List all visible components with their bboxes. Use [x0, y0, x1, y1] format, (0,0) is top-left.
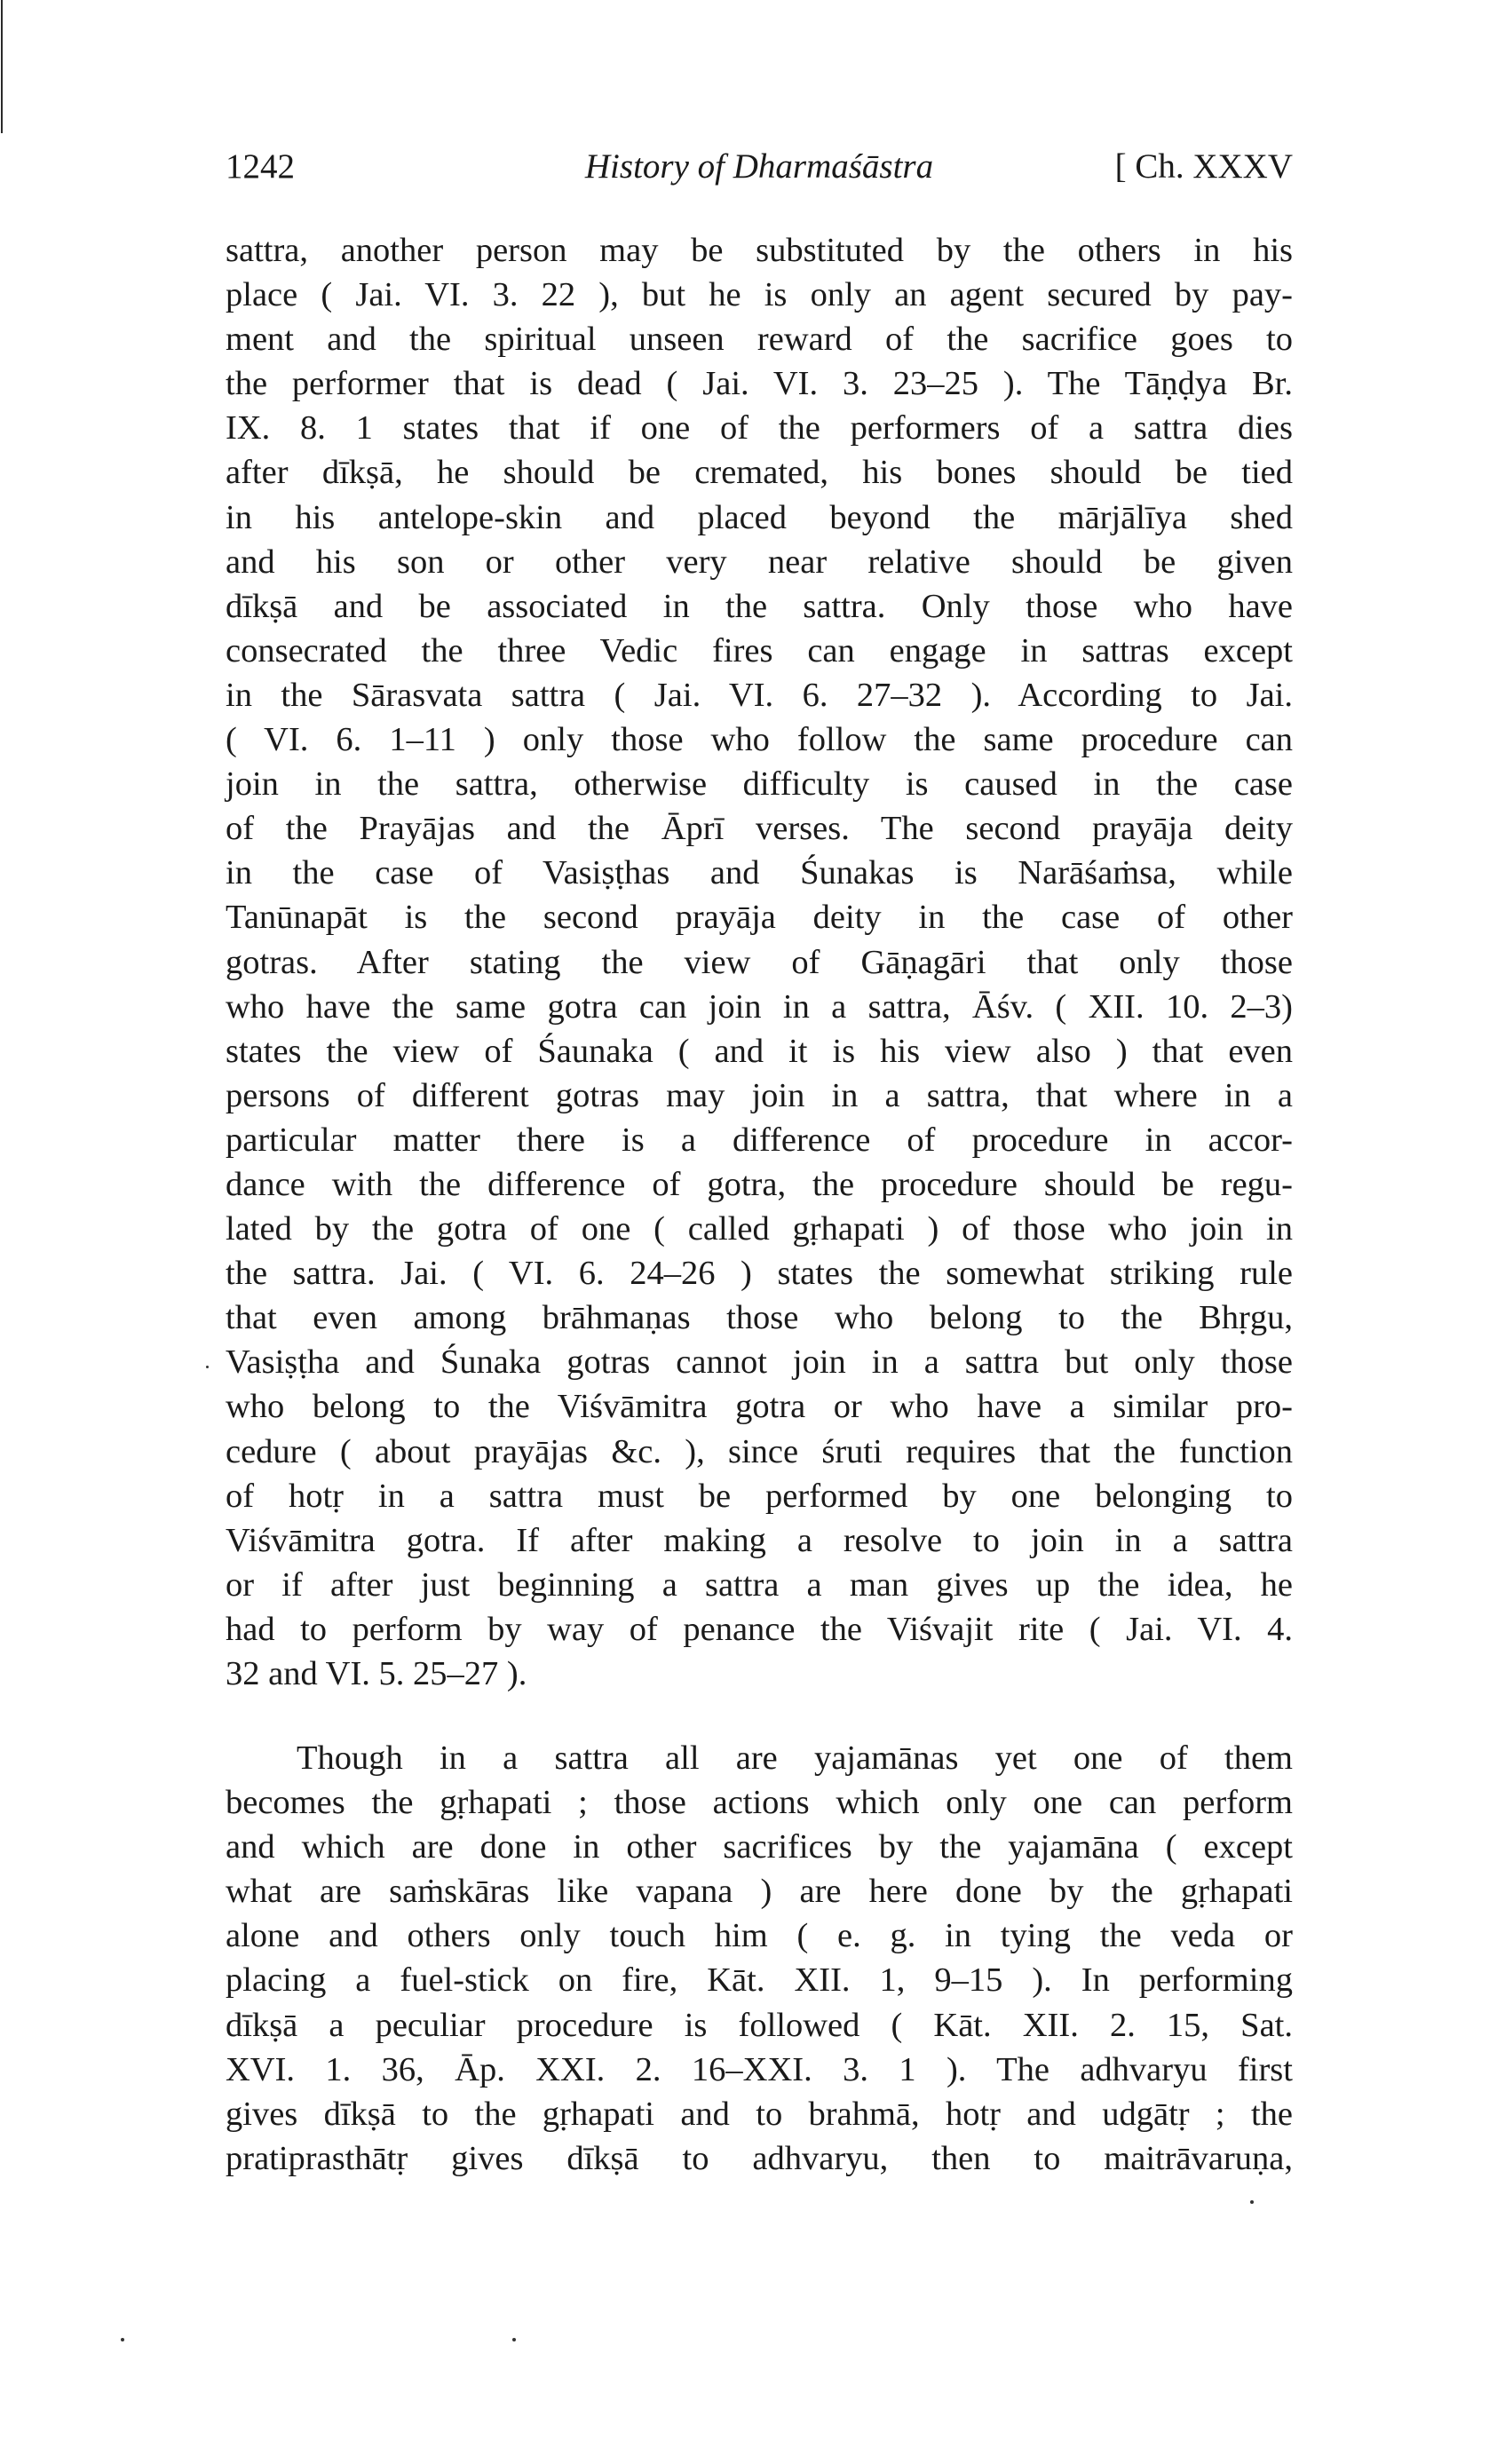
text-line: who belong to the Viśvāmitra gotra or who have a similar pro-	[226, 1388, 1293, 1426]
text-line: who have the same gotra can join in a sattra, Āśv. ( XII. 10. 2–3)	[226, 987, 1293, 1026]
text-line: pratiprasthātṛ gives dīkṣā to adhvaryu, then to maitrāvaruṇa,	[226, 2139, 1293, 2177]
text-line: dīkṣā a peculiar procedure is followed ( Kāt. XII. 2. 15, Sat.	[226, 2006, 1293, 2044]
text-line: states the view of Śaunaka ( and it is his view also ) that even	[226, 1032, 1293, 1070]
text-line: the sattra. Jai. ( VI. 6. 24–26 ) states the somewhat striking rule	[226, 1255, 1293, 1293]
text-line: Viśvāmitra gotra. If after making a resolve to join in a sattra	[226, 1521, 1293, 1559]
text-line: after dīkṣā, he should be cremated, his bones should be tied	[226, 454, 1293, 492]
chapter-reference: [ Ch. XXXV	[1114, 147, 1293, 186]
scan-speck	[512, 2338, 516, 2341]
text-line: or if after just beginning a sattra a man gives up the idea, he	[226, 1565, 1293, 1604]
text-line: ( VI. 6. 1–11 ) only those who follow the same procedure can	[226, 721, 1293, 759]
text-line: gotras. After stating the view of Gāṇagāri that only those	[226, 943, 1293, 981]
text-line: what are saṁskāras like vapana ) are here done by the gṛhapati	[226, 1873, 1293, 1911]
text-line: of the Prayājas and the Āprī verses. The second prayāja deity	[226, 810, 1293, 848]
text-line: Vasiṣṭha and Śunaka gotras cannot join in a sattra but only those	[226, 1343, 1293, 1382]
text-line: ment and the spiritual unseen reward of the sacrifice goes to	[226, 321, 1293, 359]
text-line: XVI. 1. 36, Āp. XXI. 2. 16–XXI. 3. 1 ). The adhvaryu first	[226, 2050, 1293, 2088]
text-line: place ( Jai. VI. 3. 22 ), but he is only an agent secured by pay-	[226, 276, 1293, 314]
scan-edge-line	[1, 0, 3, 133]
text-line: Though in a sattra all are yajamānas yet one of them	[297, 1739, 1293, 1777]
text-line: had to perform by way of penance the Viśvajit rite ( Jai. VI. 4.	[226, 1610, 1293, 1648]
text-line: in the Sārasvata sattra ( Jai. VI. 6. 27–32 ). According to Jai.	[226, 676, 1293, 714]
running-title: History of Dharmaśāstra	[584, 147, 934, 186]
text-line: particular matter there is a difference of procedure in accor-	[226, 1121, 1293, 1159]
text-line: in the case of Vasiṣṭhas and Śunakas is Narāśaṁsa, while	[226, 854, 1293, 892]
text-line: dīkṣā and be associated in the sattra. Only those who have	[226, 587, 1293, 625]
scan-speck	[206, 1366, 209, 1368]
scan-speck	[1250, 2200, 1254, 2204]
page-number: 1242	[226, 147, 295, 186]
text-line: dance with the difference of gotra, the procedure should be regu-	[226, 1165, 1293, 1203]
text-line: consecrated the three Vedic fires can engage in sattras except	[226, 631, 1293, 669]
paragraph-1	[226, 228, 1293, 1696]
text-line: the performer that is dead ( Jai. VI. 3. 23–25 ). The Tāṇḍya Br.	[226, 365, 1293, 403]
text-line: gives dīkṣā to the gṛhapati and to brahmā, hotṛ and udgātṛ ; the	[226, 2095, 1293, 2133]
text-line: in his antelope-skin and placed beyond the mārjālīya shed	[226, 498, 1293, 536]
scan-speck	[121, 2338, 124, 2341]
paragraph-2	[226, 1736, 1293, 2181]
text-line: that even among brāhmaṇas those who belong to the Bhṛgu,	[226, 1299, 1293, 1337]
text-line: and which are done in other sacrifices by the yajamāna ( except	[226, 1828, 1293, 1866]
text-line: alone and others only touch him ( e. g. in tying the veda or	[226, 1917, 1293, 1955]
text-line: sattra, another person may be substituted by the others in his	[226, 232, 1293, 269]
text-line: IX. 8. 1 states that if one of the performers of a sattra dies	[226, 409, 1293, 448]
page-header	[226, 147, 1293, 200]
text-line: and his son or other very near relative should be given	[226, 543, 1293, 581]
text-line: Tanūnapāt is the second prayāja deity in the case of other	[226, 899, 1293, 937]
text-line: becomes the gṛhapati ; those actions which only one can perform	[226, 1784, 1293, 1822]
text-line: of hotṛ in a sattra must be performed by one belonging to	[226, 1477, 1293, 1515]
text-line: 32 and VI. 5. 25–27 ).	[226, 1655, 527, 1692]
text-line: cedure ( about prayājas &c. ), since śruti requires that the function	[226, 1432, 1293, 1470]
text-line: placing a fuel-stick on fire, Kāt. XII. 1, 9–15 ). In performing	[226, 1961, 1293, 2000]
text-line: join in the sattra, otherwise difficulty is caused in the case	[226, 765, 1293, 804]
text-line: persons of different gotras may join in a sattra, that where in a	[226, 1076, 1293, 1114]
text-line: lated by the gotra of one ( called gṛhapati ) of those who join in	[226, 1210, 1293, 1248]
